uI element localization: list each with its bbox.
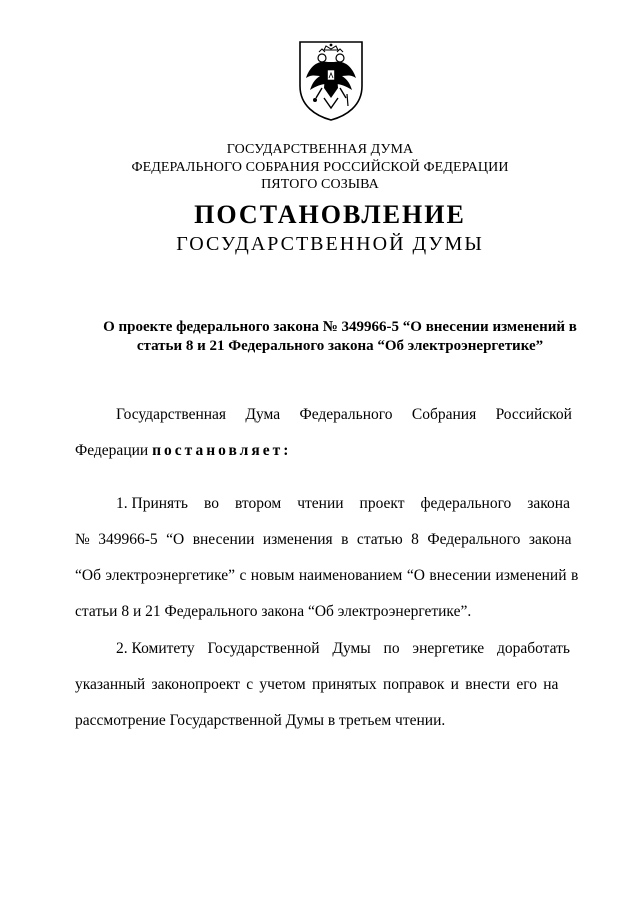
item1-line-4: статьи 8 и 21 Федерального закона “Об электроэнергетике”. xyxy=(75,603,472,620)
item2-word: энергетике xyxy=(412,640,485,657)
item1-word: закона xyxy=(527,495,570,512)
preamble-line-2 xyxy=(75,442,291,460)
item1-word: чтении xyxy=(297,495,344,512)
preamble-federation: Федерации xyxy=(75,442,149,459)
item2-word: Государственной xyxy=(207,640,320,657)
item1-word: во xyxy=(204,495,219,512)
item1-line-3: “Об электроэнергетике” с новым наименованием “О внесении изменений в xyxy=(75,567,579,584)
item2-word: Думы xyxy=(332,640,371,657)
preamble-word: Государственная xyxy=(116,406,227,423)
item1-word: проект xyxy=(359,495,405,512)
item2-line-2: указанный законопроект с учетом принятых поправок и внести его на xyxy=(75,676,559,693)
header-line-2: ФЕДЕРАЛЬНОГО СОБРАНИЯ РОССИЙСКОЙ ФЕДЕРАЦИИ xyxy=(131,160,509,175)
item2-word: по xyxy=(383,640,400,657)
item1-line-2: № 349966-5 “О внесении изменения в статью 8 Федерального закона xyxy=(75,531,572,548)
subject-line-2: статьи 8 и 21 Федерального закона “Об электроэнергетике” xyxy=(136,338,544,354)
item2-line-1 xyxy=(116,640,570,658)
document-type-title: ПОСТАНОВЛЕНИЕ xyxy=(194,200,466,229)
preamble-word: Российской xyxy=(495,406,572,423)
item1-line-1 xyxy=(116,495,570,513)
preamble-word: Дума xyxy=(245,406,281,423)
preamble-line-1 xyxy=(116,406,572,424)
item2-word: 2. Комитету xyxy=(116,640,195,657)
item1-word: федерального xyxy=(420,495,512,512)
preamble-word: Федерального xyxy=(299,406,393,423)
subject-line-1: О проекте федерального закона № 349966-5 “О внесении изменений в xyxy=(103,319,577,335)
document-issuer: ГОСУДАРСТВЕННОЙ ДУМЫ xyxy=(176,233,484,255)
item2-line-3: рассмотрение Государственной Думы в третьем чтении. xyxy=(75,712,446,729)
state-emblem-icon xyxy=(298,40,364,122)
item2-word: доработать xyxy=(496,640,570,657)
item1-word: втором xyxy=(234,495,282,512)
header-line-1: ГОСУДАРСТВЕННАЯ ДУМА xyxy=(226,142,414,157)
preamble-word: Собрания xyxy=(411,406,477,423)
item1-word: 1. Принять xyxy=(116,495,189,512)
preamble-decides: постановляет: xyxy=(152,442,292,459)
header-line-3: ПЯТОГО СОЗЫВА xyxy=(261,177,379,192)
